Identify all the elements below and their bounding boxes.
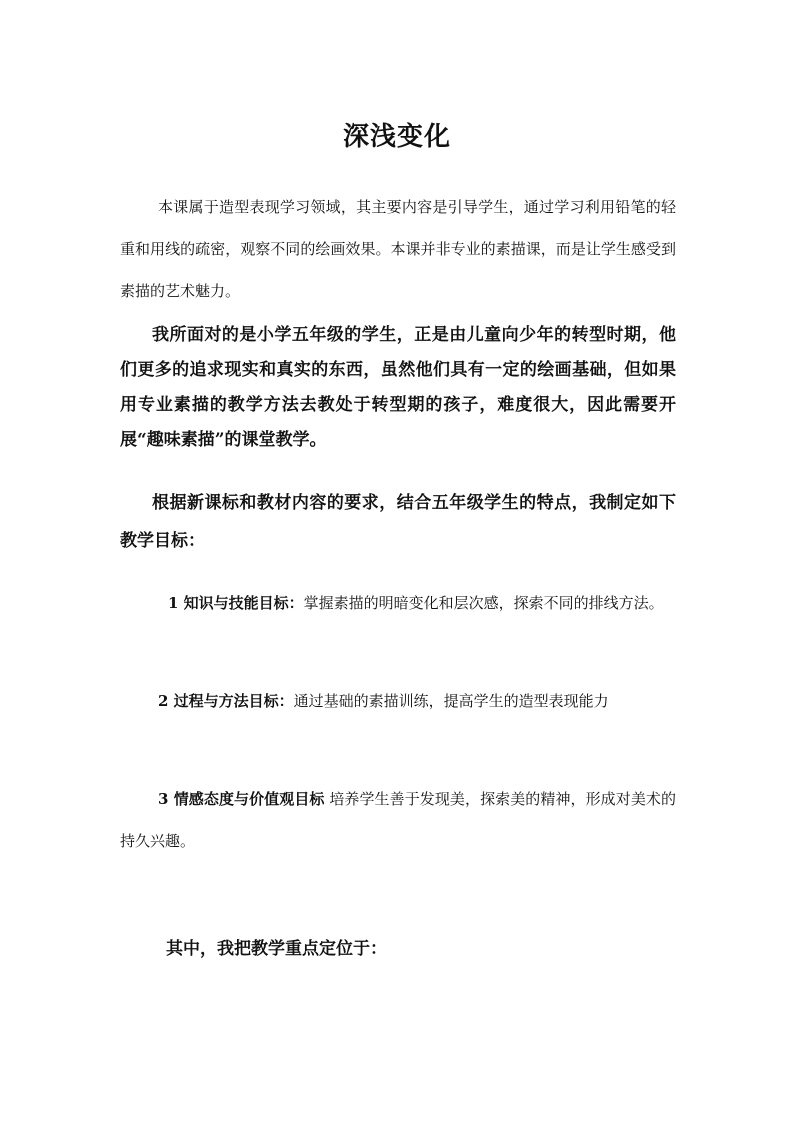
paragraph-closing: 其中，我把教学重点定位于： [166,939,387,959]
document-title: 深浅变化 [342,122,451,153]
paragraph-students: 我所面对的是小学五年级的学生，正是由儿童向少年的转型时期，他们更多的追求现实和真实的东西，虽然他们具有一定的绘画基础，但如果用专业素描的教学方法去教处于转型期的孩子，难度很大，因此需要开展“趣味素描”的课堂教学。 [120,325,676,450]
goal-knowledge-skills [120,582,676,624]
goal-label: 3 情感态度与价值观目标 [158,790,325,808]
paragraph-objectives-intro: 根据新课标和教材内容的要求，结合五年级学生的特点，我制定如下教学目标： [120,493,676,551]
paragraph-intro: 本课属于造型表现学习领域，其主要内容是引导学生，通过学习利用铅笔的轻重和用线的疏密，观察不同的绘画效果。本课并非专业的素描课，而是让学生感受到素描的艺术魅力。 [120,198,676,300]
goal-emotion-values [120,778,676,862]
goal-process-method [120,680,676,722]
goal-text: 培养学生善于发现美，探索美的精神，形成对美术的持久兴趣。 [120,790,676,850]
goal-label: 2 过程与方法目标： [158,692,294,710]
goal-label: 1 知识与技能目标： [168,594,304,612]
goal-text: 掌握素描的明暗变化和层次感，探索不同的排线方法。 [303,594,664,612]
goal-text: 通过基础的素描训练，提高学生的造型表现能力 [293,692,609,710]
